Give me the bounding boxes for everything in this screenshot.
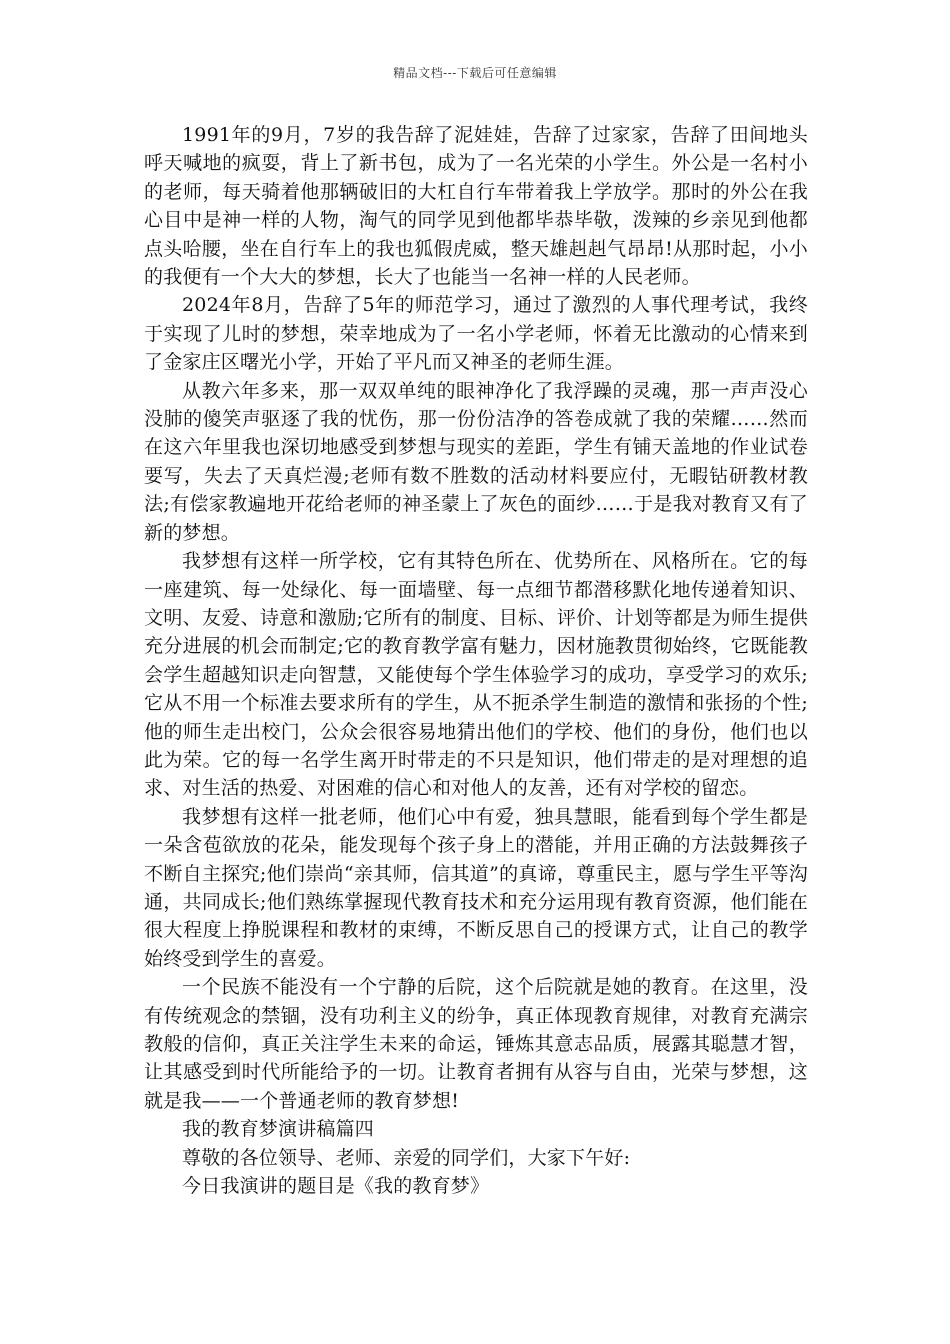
section-heading: 我的教育梦演讲稿篇四 — [182, 1118, 375, 1141]
paragraph-reality-gap: 从教六年多来，那一双双单纯的眼神净化了我浮躁的灵魂，那一声声没心没肺的傻笑声驱逐了我的忧伤，那一份份洁净的答卷成就了我的荣耀……然而在这六年里我也深切地感受到梦想与现实的差距，学生有铺天盖地的作业试卷要写，失去了天真烂漫;老师有数不胜数的活动材料要应付，无暇钻研教材教法;有偿家教遍地开花给老师的神圣蒙上了灰色的面纱……于是我对教育又有了新的梦想。 — [144, 379, 808, 544]
paragraph-became-teacher: 2024年8月，告辞了5年的师范学习，通过了激烈的人事代理考试，我终于实现了儿时的梦想，荣幸地成为了一名小学老师，怀着无比激动的心情来到了金家庄区曙光小学，开始了平凡而又神圣的老师生涯。 — [144, 294, 808, 374]
page-header: 精品文档---下载后可任意编辑 — [393, 66, 557, 80]
paragraph-dream-school: 我梦想有这样一所学校，它有其特色所在、优势所在、风格所在。它的每一座建筑、每一处绿化、每一面墙壁、每一点细节都潜移默化地传递着知识、文明、友爱、诗意和激励;它所有的制度、目标、评价、计划等都是为师生提供充分进展的机会而制定;它的教育教学富有魅力，因材施教贯彻始终，它既能教会学生超越知识走向智慧，又能使每个学生体验学习的成功，享受学习的欢乐;它从不用一个标准去要求所有的学生，从不扼杀学生制造的激情和张扬的个性;他的师生走出校门，公众会很容易地猜出他们的学校、他们的身份，他们也以此为荣。它的每一名学生离开时带走的不只是知识，他们带走的是对理想的追求、对生活的热爱、对困难的信心和对他人的友善，还有对学校的留恋。 — [144, 550, 808, 800]
speech-topic: 今日我演讲的题目是《我的教育梦》 — [182, 1175, 490, 1198]
document-body — [144, 121, 808, 1200]
paragraph-nation-education: 一个民族不能没有一个宁静的后院，这个后院就是她的教育。在这里，没有传统观念的禁锢，没有功利主义的纷争，真正体现教育规律，对教育充满宗教般的信仰，真正关注学生未来的命运，锤炼其意志品质，展露其聪慧才智，让其感受到时代所能给予的一切。让教育者拥有从容与自由，光荣与梦想，这就是我——一个普通老师的教育梦想! — [144, 976, 808, 1112]
salutation: 尊敬的各位领导、老师、亲爱的同学们，大家下午好: — [182, 1146, 631, 1169]
paragraph-dream-teachers: 我梦想有这样一批老师，他们心中有爱，独具慧眼，能看到每个学生都是一朵含苞欲放的花朵，能发现每个孩子身上的潜能，并用正确的方法鼓舞孩子不断自主探究;他们崇尚“亲其师，信其道”的真谛，尊重民主，愿与学生平等沟通，共同成长;他们熟练掌握现代教育技术和充分运用现有教育资源，他们能在很大程度上挣脱课程和教材的束缚，不断反思自己的授课方式，让自己的教学始终受到学生的喜爱。 — [144, 805, 808, 970]
paragraph-childhood-dream: 1991年的9月，7岁的我告辞了泥娃娃，告辞了过家家，告辞了田间地头呼天喊地的疯耍，背上了新书包，成为了一名光荣的小学生。外公是一名村小的老师，每天骑着他那辆破旧的大杠自行车带着我上学放学。那时的外公在我心目中是神一样的人物，淘气的同学见到他都毕恭毕敬，泼辣的乡亲见到他都点头哈腰，坐在自行车上的我也狐假虎威，整天雄赳赳气昂昂!从那时起，小小的我便有一个大大的梦想，长大了也能当一名神一样的人民老师。 — [144, 124, 808, 289]
